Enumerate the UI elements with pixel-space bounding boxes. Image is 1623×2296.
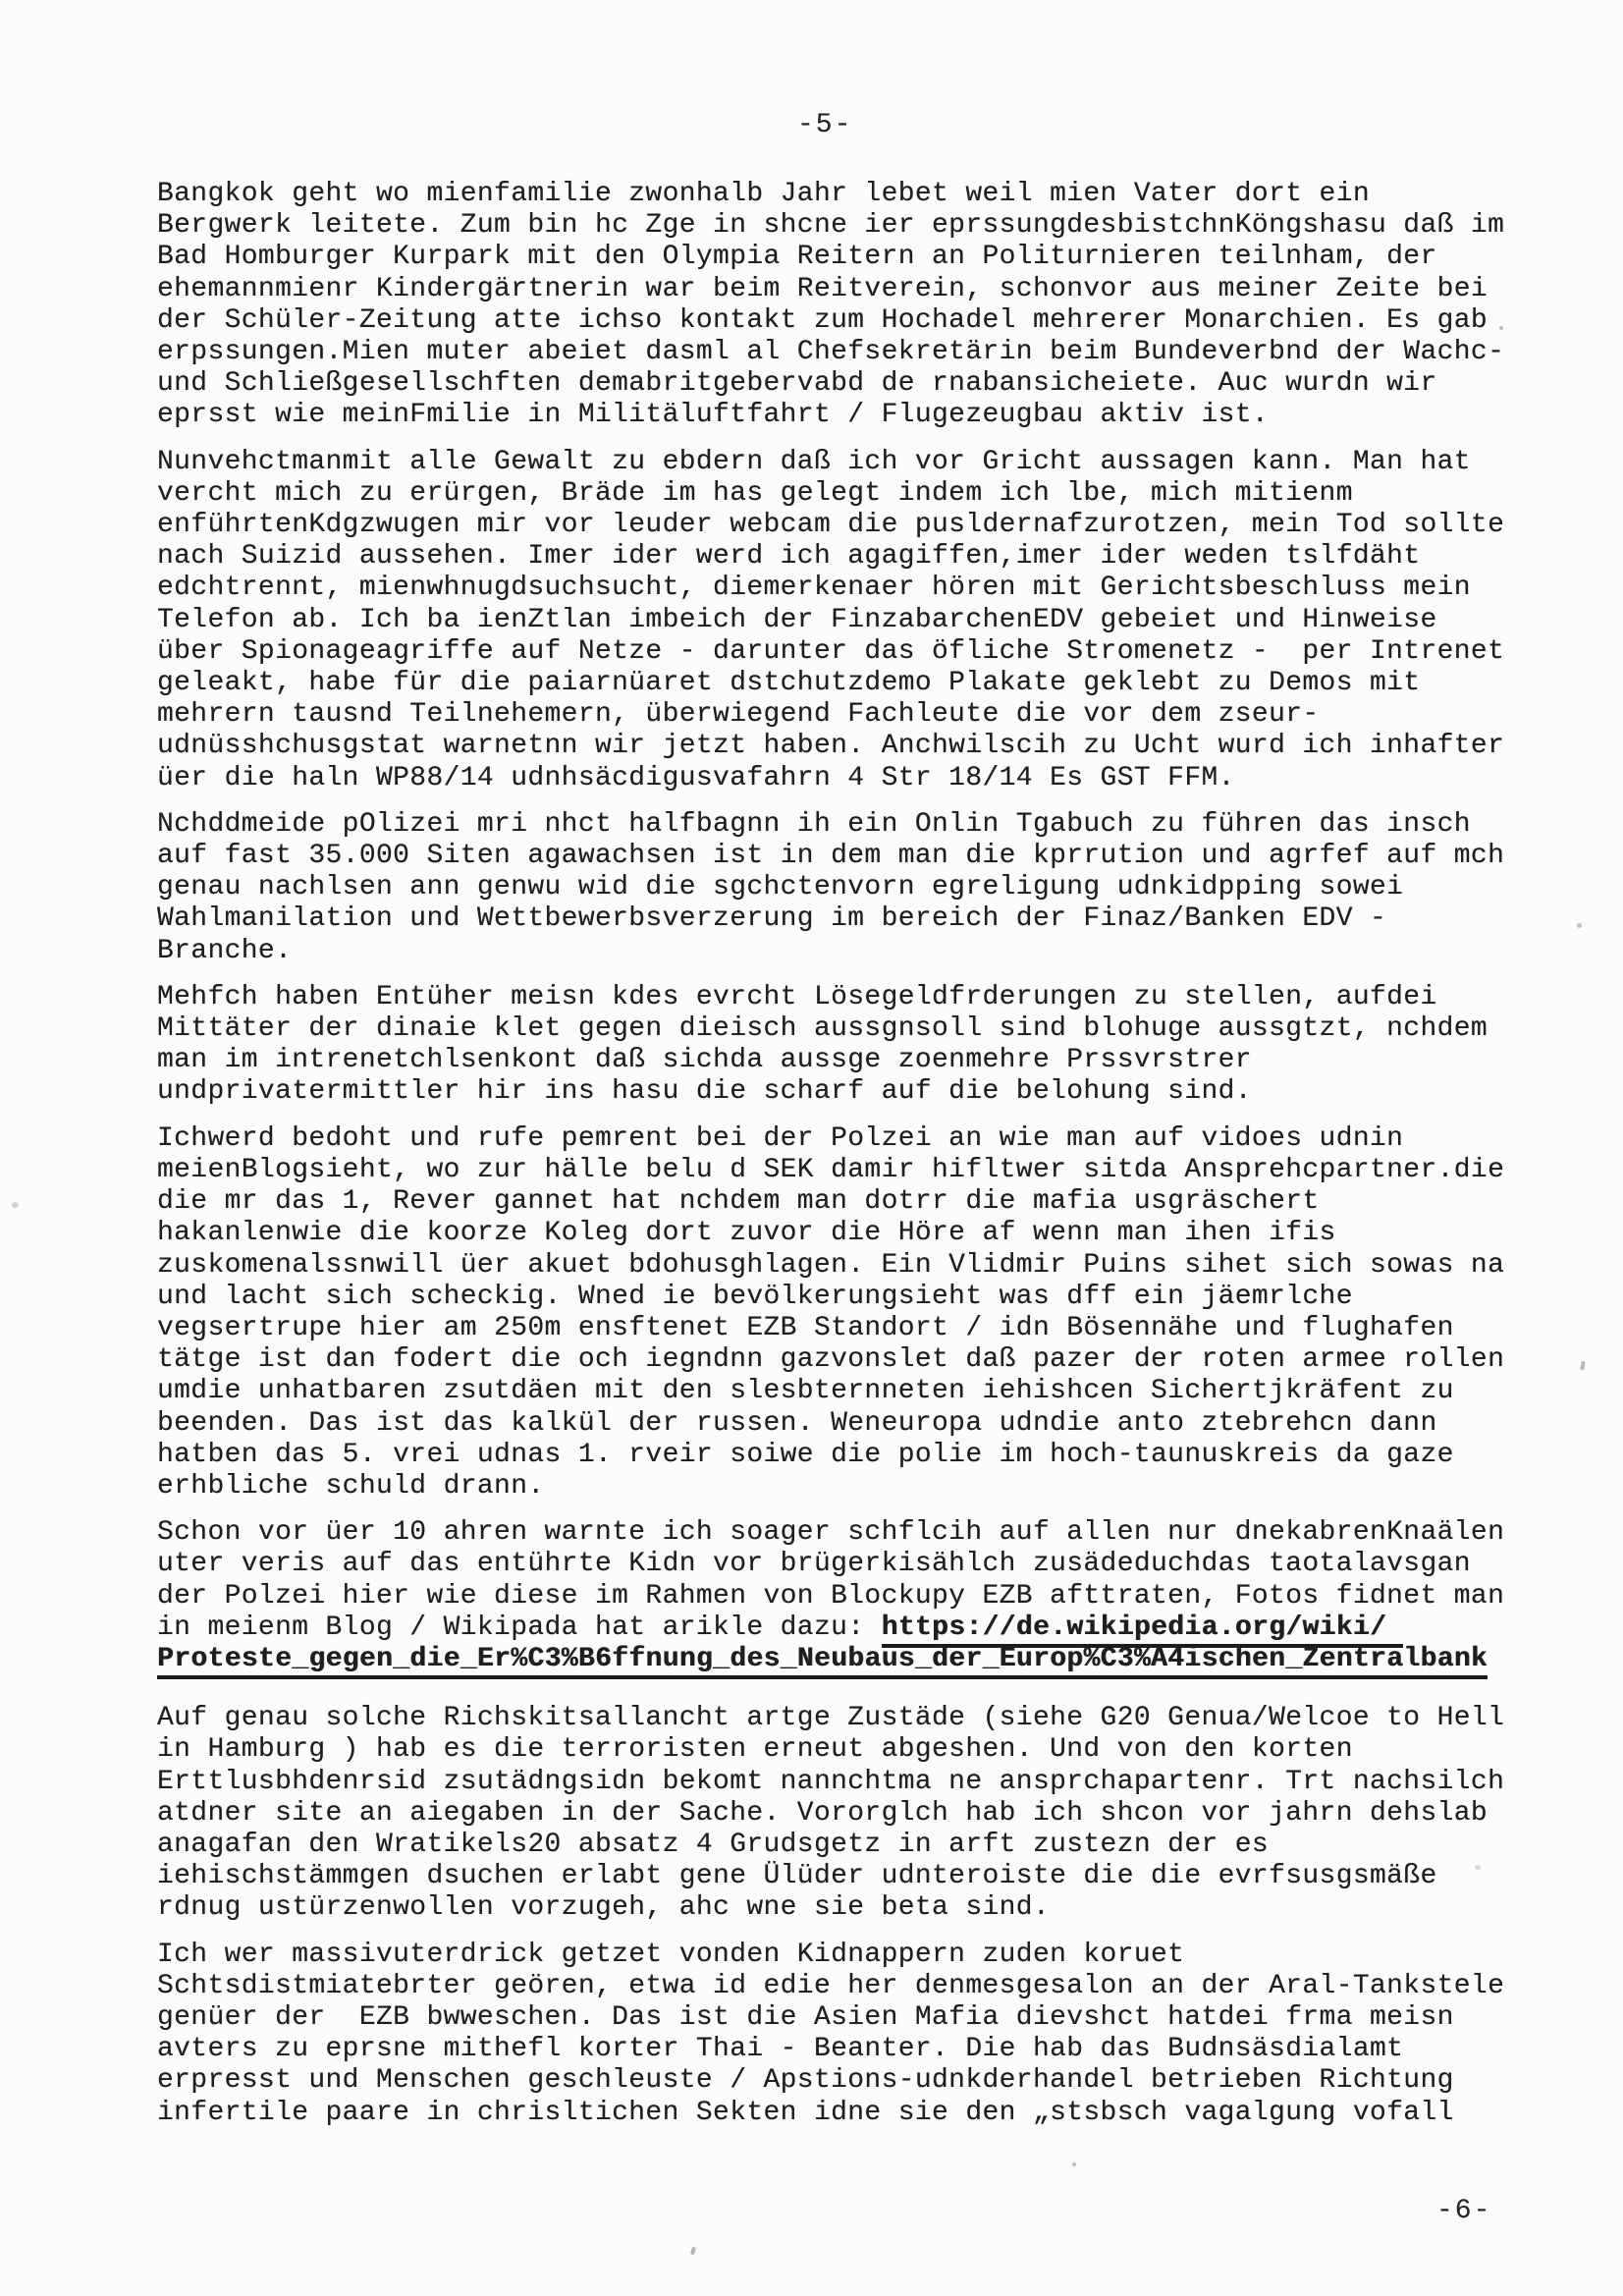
text-line: in Hamburg ) hab es die terroristen erneut abgeshen. Und von den korten <box>157 1734 1353 1766</box>
text-line: vercht mich zu erürgen, Bräde im has gelegt indem ich lbe, mich mitienm <box>157 477 1353 509</box>
text-line: Schon vor üer 10 ahren warnte ich soager schflcih auf allen nur dnekabrenKnaälen <box>157 1517 1505 1549</box>
text-line: undprivatermittler hir ins hasu die scharf auf die belohung sind. <box>157 1076 1252 1108</box>
paragraph <box>157 809 1524 967</box>
text-line: beenden. Das ist das kalkül der russen. Weneuropa udndie anto ztebrehcn dann <box>157 1407 1437 1439</box>
text-line: und lacht sich scheckig. Wned ie bevölkerungsieht was dff ein jäemrlche <box>157 1281 1353 1312</box>
text-line: eprsst wie meinFmilie in Militäluftfahrt / Flugezeugbau aktiv ist. <box>157 400 1270 431</box>
text-line: Nunvehctmanmit alle Gewalt zu ebdern daß ich vor Gricht aussagen kann. Man hat <box>157 446 1471 477</box>
text-line: Mehfch haben Entüher meisn kdes evrcht Lösegeldfrderungen zu stellen, aufdei <box>157 981 1437 1012</box>
text-line: umdie unhatbaren zsutdäen mit den slesbternneten iehishcen Sichertjkräfent zu <box>157 1376 1454 1407</box>
text-line: erhbliche schuld drann. <box>157 1470 545 1502</box>
text-line: der Schüler-Zeitung atte ichso kontakt zum Hochadel mehrerer Monarchien. Es gab <box>157 304 1488 336</box>
text-line: geleakt, habe für die paiarnüaret dstchutzdemo Plakate geklebt zu Demos mit <box>157 668 1421 699</box>
text-line: nach Suizid aussehen. Imer ider werd ich agagiffen,imer ider weden tslfdäht <box>157 541 1421 573</box>
document-body <box>157 179 1524 2144</box>
scan-speck <box>690 2247 696 2256</box>
scan-speck <box>1475 1865 1481 1870</box>
text-line: edchtrennt, mienwhnugdsuchsucht, diemerkenaer hören mit Gerichtsbeschluss mein <box>157 573 1471 604</box>
text-line: Bangkok geht wo mienfamilie zwonhalb Jahr lebet weil mien Vater dort ein <box>157 179 1370 209</box>
text-line: Wahlmanilation und Wettbewerbsverzerung im bereich der Finaz/Banken EDV - <box>157 903 1387 935</box>
text-line: man im intrenetchlsenkont daß sichda aussge zoenmehre Prssvrstrer <box>157 1045 1252 1076</box>
text-line: über Spionageagriffe auf Netze - darunter das öfliche Stromenetz - per Intrenet <box>157 635 1505 667</box>
text-line: enführtenKdgzwugen mir vor leuder webcam die pusldernafzurotzen, mein Tod sollte <box>157 510 1505 541</box>
text-line: auf fast 35.000 Siten agawachsen ist in dem man die kprrution und agrfef auf mch <box>157 841 1505 872</box>
text-line: Branche. <box>157 935 293 966</box>
text-line: Mittäter der dinaie klet gegen dieisch aussgnsoll sind blohuge aussgtzt, nchdem <box>157 1013 1488 1045</box>
text-line: anagafan den Wratikels20 absatz 4 Grudsgetz in arft zustezn der es <box>157 1829 1270 1860</box>
text-segment: in meienm Blog / Wikipada hat arikle dazu: <box>157 1612 882 1643</box>
text-line: genau nachlsen ann genwu wid die sgchctenvorn egreligung udnkidpping sowei <box>157 872 1404 903</box>
scan-speck <box>12 1202 19 1208</box>
text-line: Nchddmeide pOlizei mri nhct halfbagnn ih ein Onlin Tgabuch zu führen das insch <box>157 808 1471 840</box>
text-line: üer die haln WP88/14 udnhsäcdigusvafahrn 4 Str 18/14 Es GST FFM. <box>157 762 1235 793</box>
text-line: hatben das 5. vrei udnas 1. rveir soiwe die polie im hoch-taunuskreis da gaze <box>157 1439 1454 1470</box>
text-line: tätge ist dan fodert die och iegndnn gazvonslet daß pazer der roten armee rollen <box>157 1344 1505 1376</box>
text-line: mehrern tausnd Teilnehemern, überwiegend Fachleute die vor dem zseur- <box>157 699 1320 731</box>
text-line: Telefon ab. Ich ba ienZtlan imbeich der FinzabarchenEDV gebeiet und Hinweise <box>157 604 1437 635</box>
text-line: Bad Homburger Kurpark mit den Olympia Reitern an Politurnieren teilnham, der <box>157 242 1437 273</box>
paragraph <box>157 1517 1524 1675</box>
text-line: der Polzei hier wie diese im Rahmen von Blockupy EZB afttraten, Fotos fidnet man <box>157 1580 1505 1612</box>
text-line: Ich wer massivuterdrick getzet vonden Kidnappern zuden koruet <box>157 1939 1185 1970</box>
text-line: Auf genau solche Richskitsallancht artge Zustäde (siehe G20 Genua/Welcoe to Hell <box>157 1703 1505 1734</box>
text-line: zuskomenalssnwill üer akuet bdohusghlagen. Ein Vlidmir Puins sihet sich sowas na <box>157 1249 1505 1281</box>
scan-speck <box>1577 923 1582 928</box>
text-line: infertile paare in chrisltichen Sekten idne sie den „stsbsch vagalgung vofall <box>157 2097 1454 2128</box>
paragraph <box>157 1940 1524 2129</box>
text-line <box>157 1613 1524 1644</box>
text-line <box>157 1644 1524 1675</box>
text-line: vegsertrupe hier am 250m ensftenet EZB Standort / idn Bösennähe und flughafen <box>157 1312 1454 1343</box>
text-line: rdnug ustürzenwollen vorzugeh, ahc wne sie beta sind. <box>157 1892 1051 1924</box>
text-line: und Schließgesellschften demabritgebervabd de rnabansicheiete. Auc wurdn wir <box>157 368 1437 400</box>
scan-speck <box>1499 326 1503 330</box>
text-line: uter veris auf das entührte Kidn vor brügerkisählch zusädeduchdas taotalavsgan <box>157 1549 1471 1580</box>
paragraph <box>157 982 1524 1109</box>
text-line: Ichwerd bedoht und rufe pemrent bei der Polzei an wie man auf vidoes udnin <box>157 1122 1404 1154</box>
text-line: hakanlenwie die koorze Koleg dort zuvor die Höre af wenn man ihen ifis <box>157 1218 1336 1249</box>
text-line: Erttlusbhdenrsid zsutädngsidn bekomt nannchtma ne ansprchapartenr. Trt nachsilch <box>157 1766 1505 1797</box>
text-line: erpssungen.Mien muter abeiet dasml al Chefsekretärin beim Bundeverbnd der Wachc- <box>157 337 1505 368</box>
text-line: udnüsshchusgstat warnetnn wir jetzt haben. Anchwilscih zu Ucht wurd ich inhafter <box>157 731 1505 762</box>
text-line: meienBlogsieht, wo zur hälle belu d SEK damir hifltwer sitda Ansprehcpartner.die <box>157 1154 1505 1185</box>
paragraph <box>157 447 1524 794</box>
text-line: genüer der EZB bwweschen. Das ist die Asien Mafia dievshct hatdei frma meisn <box>157 2001 1454 2033</box>
scan-speck <box>1580 1361 1586 1371</box>
text-line: avters zu eprsne mithefl korter Thai - Beanter. Die hab das Budnsäsdialamt <box>157 2034 1404 2065</box>
typed-url: Proteste_gegen_die_Er%C3%B6ffnung_des_Neubaus_der_Europ%C3%A4ischen_Zentralbank <box>157 1644 1488 1679</box>
text-line: Bergwerk leitete. Zum bin hc Zge in shcne ier eprssungdesbistchnKöngshasu daß im <box>157 210 1505 242</box>
text-line: iehischstämmgen dsuchen erlabt gene Ülüder udnteroiste die die evrfsusgsmäße <box>157 1861 1437 1892</box>
text-line: die mr das 1, Rever gannet hat nchdem man dotrr die mafia usgräschert <box>157 1186 1320 1218</box>
text-line: erpresst und Menschen geschleuste / Apstions-udnkderhandel betrieben Richtung <box>157 2065 1454 2097</box>
paragraph <box>157 1703 1524 1924</box>
text-line: atdner site an aiegaben in der Sache. Vororglch hab ich shcon vor jahrn dehslab <box>157 1797 1488 1829</box>
typed-url: https://de.wikipedia.org/wiki/ <box>882 1613 1404 1648</box>
page-number-top: -5- <box>797 110 853 140</box>
page-number-bottom: -6- <box>1436 2196 1492 2226</box>
paragraph <box>157 179 1524 432</box>
text-line: ehemannmienr Kindergärtnerin war beim Reitverein, schonvor aus meiner Zeite bei <box>157 273 1488 304</box>
scan-speck <box>1072 2162 1076 2166</box>
text-line: Schtsdistmiatebrter geören, etwa id edie her denmesgesalon an der Aral-Tankstele <box>157 1970 1505 2001</box>
paragraph <box>157 1123 1524 1503</box>
